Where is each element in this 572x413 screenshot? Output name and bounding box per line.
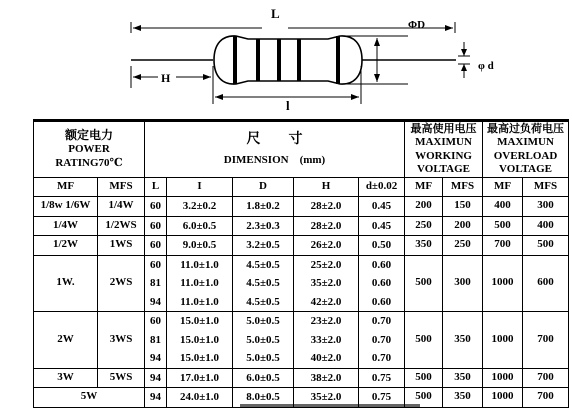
cell-value: 15.0±1.0: [179, 352, 220, 364]
L-label: L: [271, 6, 280, 21]
cell-value: 15.0±1.0: [179, 333, 220, 346]
cell-l-values: [145, 312, 167, 369]
cell-wv-mfs: 350: [443, 312, 483, 369]
power-rating-cn: 额定电力: [64, 128, 113, 143]
H-arrowhead-right: [203, 74, 211, 80]
cell-d-values: [359, 197, 405, 217]
cell-i-values: [167, 197, 233, 217]
l-arrowhead-left: [215, 94, 223, 100]
col-header: MF: [405, 178, 443, 197]
max-overload-cn: 最高过负荷电压: [487, 122, 565, 135]
cell-value: 0.75: [371, 371, 392, 384]
H-arrowhead-left: [133, 74, 141, 80]
cell-i-values: [167, 312, 233, 369]
L-arrowhead-right: [445, 25, 453, 31]
cell-wv-mf: 350: [405, 236, 443, 256]
cell-d-values: [233, 255, 294, 312]
cell-ov-mfs: 300: [523, 197, 569, 217]
cell-wv-mfs: 200: [443, 216, 483, 236]
cell-value: 0.60: [371, 277, 392, 289]
table-row: [34, 368, 569, 388]
cell-value: 5.0±0.5: [246, 315, 280, 327]
max-working-voltage-header: [405, 121, 483, 178]
col-header: MF: [483, 178, 523, 197]
cell-value: 0.45: [371, 219, 392, 232]
cell-mf: 3W: [34, 368, 98, 388]
cell-value: 3.2±0.2: [182, 200, 217, 212]
cell-value: 9.0±0.5: [182, 239, 217, 251]
cell-ov-mf: 1000: [483, 388, 523, 408]
cell-ov-mf: 1000: [483, 312, 523, 369]
col-header: D: [233, 178, 294, 197]
cell-value: 28±2.0: [310, 200, 342, 212]
cell-wv-mf: 500: [405, 312, 443, 369]
table-row: [34, 255, 569, 312]
cell-h-values: [294, 255, 359, 312]
cell-i-values: [167, 255, 233, 312]
cell-wv-mfs: 250: [443, 236, 483, 256]
dimension-header: [145, 121, 405, 178]
power-rating-en2: RATING70℃: [55, 157, 123, 169]
cell-wv-mf: 200: [405, 197, 443, 217]
cell-i-values: [167, 388, 233, 408]
cell-value: 0.50: [371, 239, 392, 251]
table-row: [34, 197, 569, 217]
resistor-diagram: [0, 0, 572, 118]
cell-value: 5.0±0.5: [246, 352, 280, 364]
OD-arrowhead-bottom: [374, 74, 380, 82]
cell-wv-mfs: 350: [443, 368, 483, 388]
cell-ov-mf: 1000: [483, 368, 523, 388]
cell-value: 94: [150, 295, 161, 308]
OD-arrowhead-top: [374, 38, 380, 46]
col-header: MFS: [523, 178, 569, 197]
H-label: H: [161, 71, 171, 85]
cell-value: 15.0±1.0: [179, 315, 220, 327]
cell-wv-mf: 250: [405, 216, 443, 236]
l-label: l: [286, 98, 290, 113]
cell-l-values: [145, 216, 167, 236]
max-overload-en2: OVERLOAD: [493, 149, 558, 162]
cell-wv-mfs: 300: [443, 255, 483, 312]
cell-value: 60: [150, 219, 161, 232]
cell-mfs: 1/2WS: [98, 216, 145, 236]
cell-value: 0.70: [371, 352, 392, 364]
cell-ov-mfs: 400: [523, 216, 569, 236]
cell-wv-mfs: 350: [443, 388, 483, 408]
cell-value: 28±2.0: [310, 219, 342, 232]
cell-value: 3.2±0.5: [246, 239, 280, 251]
cell-mfs: 1/4W: [98, 197, 145, 217]
od-arrowhead-bottom: [461, 64, 467, 71]
cell-wv-mf: 500: [405, 255, 443, 312]
cell-mf: 1/4W: [34, 216, 98, 236]
power-rating-header: [34, 121, 145, 178]
cell-d-values: [233, 368, 294, 388]
cell-value: 11.0±1.0: [180, 258, 219, 271]
cell-ov-mf: 500: [483, 216, 523, 236]
cell-d-values: [233, 197, 294, 217]
cell-ov-mfs: 700: [523, 388, 569, 408]
cell-d-values: [233, 236, 294, 256]
cell-value: 0.70: [371, 315, 392, 327]
cutoff-text-fragment: [240, 404, 420, 413]
col-header: MFS: [98, 178, 145, 197]
resistor-spec-table: [33, 119, 569, 408]
cell-value: 6.0±0.5: [182, 219, 217, 232]
cell-value: 94: [150, 352, 161, 364]
color-band-4: [297, 39, 301, 81]
cell-value: 11.0±1.0: [180, 295, 219, 308]
cell-value: 0.75: [371, 391, 392, 403]
cell-h-values: [294, 312, 359, 369]
color-band-5: [336, 36, 340, 84]
cell-d-values: [359, 255, 405, 312]
cell-value: 0.60: [371, 295, 392, 308]
cell-value: 0.70: [371, 333, 392, 346]
max-working-cn: 最高使用电压: [410, 122, 477, 135]
cell-value: 26±2.0: [310, 239, 342, 251]
cell-value: 81: [150, 333, 161, 346]
cell-value: 4.5±0.5: [246, 295, 280, 308]
cell-value: 94: [150, 391, 161, 403]
table-row: [34, 312, 569, 369]
cell-mfs: 5WS: [98, 368, 145, 388]
max-overload-en1: MAXIMUN: [497, 135, 554, 148]
cell-value: 60: [150, 239, 161, 251]
cell-h-values: [294, 236, 359, 256]
cell-value: 6.0±0.5: [246, 371, 280, 384]
cell-wv-mf: 500: [405, 368, 443, 388]
cell-value: 0.60: [371, 258, 392, 271]
color-band-1: [233, 36, 237, 84]
cell-mfs: 1WS: [98, 236, 145, 256]
cell-h-values: [294, 216, 359, 236]
l-arrowhead-right: [351, 94, 359, 100]
cell-i-values: [167, 368, 233, 388]
cell-h-values: [294, 368, 359, 388]
cell-mf: 2W: [34, 312, 98, 369]
cell-d-values: [233, 216, 294, 236]
cell-wv-mf: 500: [405, 388, 443, 408]
L-arrowhead-left: [133, 25, 141, 31]
cell-l-values: [145, 368, 167, 388]
cell-value: 60: [150, 315, 161, 327]
cell-d-values: [359, 236, 405, 256]
cell-value: 1.8±0.2: [246, 200, 280, 212]
cell-ov-mfs: 700: [523, 312, 569, 369]
cell-value: 94: [150, 371, 161, 384]
cell-value: 2.3±0.3: [246, 219, 280, 232]
cell-value: 11.0±1.0: [180, 277, 219, 289]
cell-d-values: [359, 216, 405, 236]
cell-i-values: [167, 216, 233, 236]
cell-value: 35±2.0: [310, 391, 342, 403]
cell-ov-mf: 1000: [483, 255, 523, 312]
cell-value: 42±2.0: [310, 295, 342, 308]
column-header-row: [34, 178, 569, 197]
dimension-cn: 尺 寸: [246, 130, 303, 147]
max-overload-en3: VOLTAGE: [499, 163, 553, 176]
col-header: I: [167, 178, 233, 197]
cell-wv-mfs: 150: [443, 197, 483, 217]
header-row: [34, 121, 569, 178]
max-overload-voltage-header: [483, 121, 569, 178]
cell-value: 25±2.0: [310, 258, 342, 271]
cell-l-values: [145, 236, 167, 256]
cell-value: 60: [150, 200, 161, 212]
cell-l-values: [145, 255, 167, 312]
cell-mfs: 3WS: [98, 312, 145, 369]
cell-ov-mf: 700: [483, 236, 523, 256]
od-arrowhead-top: [461, 49, 467, 56]
cell-mf: 1W.: [34, 255, 98, 312]
cell-h-values: [294, 197, 359, 217]
cell-value: 8.0±0.5: [246, 391, 280, 403]
cell-l-values: [145, 388, 167, 408]
OD-label: ΦD: [408, 19, 426, 31]
cell-mf: 5W: [34, 388, 145, 408]
cell-d-values: [233, 312, 294, 369]
cell-value: 0.45: [371, 200, 392, 212]
table-row: [34, 236, 569, 256]
cell-d-values: [359, 312, 405, 369]
max-working-en2: WORKING: [415, 149, 472, 162]
cell-value: 35±2.0: [310, 277, 342, 289]
cell-value: 17.0±1.0: [179, 371, 220, 384]
col-header: MFS: [443, 178, 483, 197]
cell-ov-mfs: 700: [523, 368, 569, 388]
cell-value: 23±2.0: [310, 315, 342, 327]
color-band-2: [256, 39, 260, 81]
cell-d-values: [359, 368, 405, 388]
cell-value: 5.0±0.5: [246, 333, 280, 346]
cell-value: 24.0±1.0: [179, 391, 220, 403]
max-working-en3: VOLTAGE: [417, 163, 471, 176]
cell-mfs: 2WS: [98, 255, 145, 312]
od-label: φ d: [478, 60, 494, 72]
col-header: L: [145, 178, 167, 197]
col-header: d±0.02: [359, 178, 405, 197]
cell-value: 60: [150, 258, 161, 271]
color-band-3: [277, 39, 281, 81]
cell-value: 4.5±0.5: [246, 277, 280, 289]
col-header: H: [294, 178, 359, 197]
cell-value: 81: [150, 277, 161, 289]
cell-ov-mfs: 500: [523, 236, 569, 256]
power-rating-en1: POWER: [68, 143, 110, 156]
cell-l-values: [145, 197, 167, 217]
max-working-en1: MAXIMUN: [415, 135, 472, 148]
cell-i-values: [167, 236, 233, 256]
table-row: [34, 216, 569, 236]
cell-ov-mf: 400: [483, 197, 523, 217]
cell-value: 40±2.0: [310, 352, 342, 364]
cell-mf: 1/8w 1/6W: [34, 197, 98, 217]
cell-ov-mfs: 600: [523, 255, 569, 312]
dimension-en: DIMENSION (mm): [223, 154, 326, 167]
cell-value: 4.5±0.5: [246, 258, 280, 271]
col-header: MF: [34, 178, 98, 197]
cell-value: 33±2.0: [310, 333, 342, 346]
cell-value: 38±2.0: [310, 371, 342, 384]
cell-mf: 1/2W: [34, 236, 98, 256]
